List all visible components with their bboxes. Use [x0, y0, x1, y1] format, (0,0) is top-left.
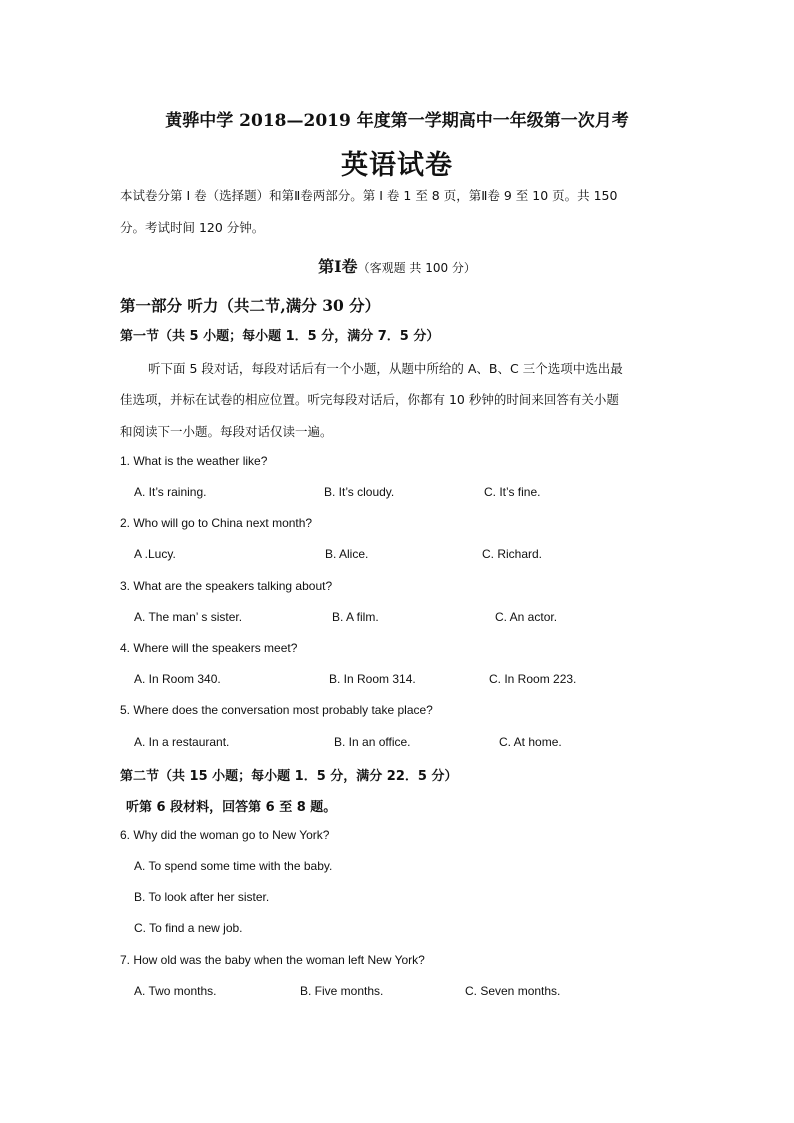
- part-heading: 第一部分 听力（共二节,满分 30 分）: [120, 296, 381, 315]
- option-b: B. In an office.: [334, 735, 411, 749]
- question-text: 5. Where does the conversation most probably take place?: [120, 703, 433, 717]
- intro-line-2: 分。考试时间 120 分钟。: [120, 220, 265, 235]
- exam-subtitle: 英语试卷: [341, 150, 453, 181]
- question-text: 7. How old was the baby when the woman left New York?: [120, 953, 425, 967]
- option-a: A. The man’ s sister.: [134, 610, 243, 624]
- option-a: A. In a restaurant.: [134, 735, 230, 749]
- intro-line-1: 本试卷分第 I 卷（选择题）和第Ⅱ卷两部分。第 I 卷 1 至 8 页，第Ⅱ卷 9 至 10 页。共 150: [120, 188, 618, 203]
- volume-heading-sub: （客观题 共 100 分）: [357, 261, 476, 275]
- question-text: 6. Why did the woman go to New York?: [120, 828, 330, 842]
- option-b: B. Five months.: [300, 984, 384, 998]
- option-a: A. In Room 340.: [134, 672, 221, 686]
- option-b: B. In Room 314.: [329, 672, 416, 686]
- option-b: B. Alice.: [325, 547, 369, 561]
- question-text: 4. Where will the speakers meet?: [120, 641, 298, 655]
- option-c: C. Richard.: [482, 547, 543, 561]
- section-2-note: 听第 6 段材料，回答第 6 至 8 题。: [126, 800, 337, 815]
- volume-heading: [0, 254, 794, 277]
- option-a: A. Two months.: [134, 984, 217, 998]
- exam-title: 黄骅中学 2018—2019 年度第一学期高中一年级第一次月考: [165, 111, 629, 131]
- option-c: C. Seven months.: [465, 984, 561, 998]
- option-c: C. In Room 223.: [489, 672, 577, 686]
- option-a: A. To spend some time with the baby.: [134, 859, 333, 873]
- section-1-instruction-2: 佳选项，并标在试卷的相应位置。听完每段对话后，你都有 10 秒钟的时间来回答有关小题: [120, 392, 619, 407]
- option-c: C. An actor.: [495, 610, 558, 624]
- option-c: C. It’s fine.: [484, 485, 541, 499]
- question-text: 2. Who will go to China next month?: [120, 516, 313, 530]
- section-1-instruction-3: 和阅读下一小题。每段对话仅读一遍。: [120, 424, 333, 439]
- section-1-heading: 第一节（共 5 小题；每小题 1．5 分，满分 7．5 分）: [120, 329, 440, 344]
- option-b: B. A film.: [332, 610, 379, 624]
- option-b: B. It’s cloudy.: [324, 485, 395, 499]
- section-1-instruction-1: 听下面 5 段对话，每段对话后有一个小题，从题中所给的 A、B、C 三个选项中选出最: [148, 361, 623, 376]
- volume-heading-main: 第Ⅰ卷: [318, 257, 358, 276]
- option-c: C. To find a new job.: [134, 921, 243, 935]
- option-a: A .Lucy.: [134, 547, 176, 561]
- option-a: A. It’s raining.: [134, 485, 207, 499]
- option-b: B. To look after her sister.: [134, 890, 270, 904]
- option-c: C. At home.: [499, 735, 562, 749]
- question-text: 3. What are the speakers talking about?: [120, 579, 333, 593]
- section-2-heading: 第二节（共 15 小题；每小题 1．5 分，满分 22．5 分）: [120, 769, 458, 784]
- question-text: 1. What is the weather like?: [120, 454, 268, 468]
